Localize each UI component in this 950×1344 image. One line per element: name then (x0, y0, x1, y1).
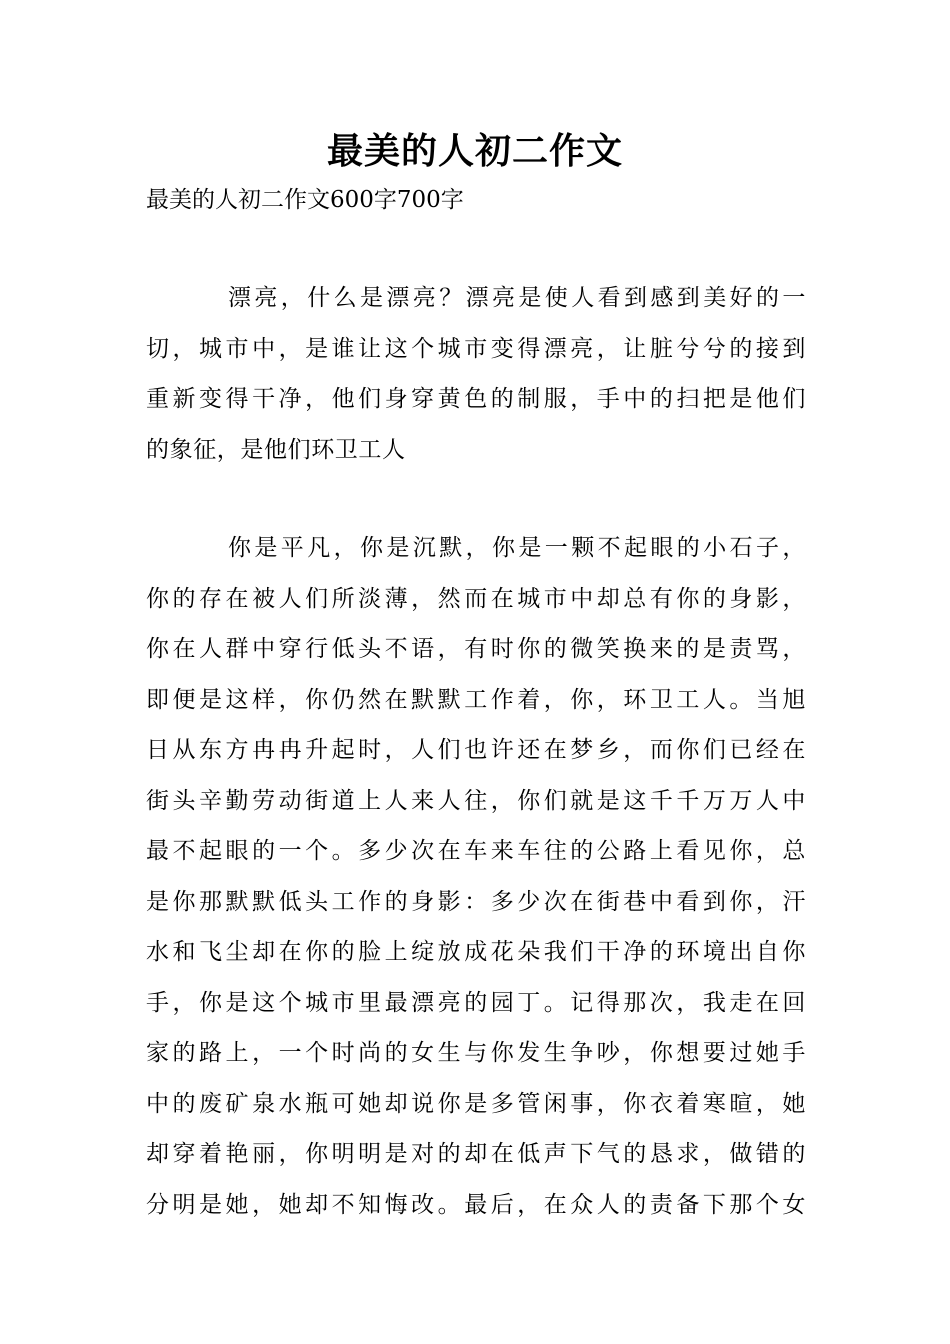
paragraph-line: 你的存在被人们所淡薄，然而在城市中却总有你的身影， (146, 585, 806, 612)
paragraph-line: 水和飞尘却在你的脸上绽放成花朵我们干净的环境出自你 (146, 939, 806, 965)
paragraph-1 (146, 273, 806, 475)
paragraph-line: 最不起眼的一个。多少次在车来车往的公路上看见你，总 (146, 838, 806, 864)
paragraph-2 (146, 523, 806, 1230)
paragraph-line: 即便是这样，你仍然在默默工作着，你，环卫工人。当旭 (146, 686, 806, 713)
paragraph-line: 你在人群中穿行低头不语，有时你的微笑换来的是责骂， (146, 636, 806, 662)
document-subtitle: 最美的人初二作文600字700字 (146, 187, 464, 213)
paragraph-line: 切，城市中，是谁让这个城市变得漂亮，让脏兮兮的接到 (146, 335, 806, 362)
paragraph-line: 分明是她，她却不知悔改。最后，在众人的责备下那个女 (146, 1191, 806, 1218)
paragraph-line: 却穿着艳丽，你明明是对的却在低声下气的恳求，做错的 (146, 1141, 806, 1167)
paragraph-line: 家的路上，一个时尚的女生与你发生争吵，你想要过她手 (146, 1040, 806, 1066)
paragraph-line: 手，你是这个城市里最漂亮的园丁。记得那次，我走在回 (146, 989, 806, 1016)
paragraph-line: 中的废矿泉水瓶可她却说你是多管闲事，你衣着寒暄，她 (146, 1090, 806, 1117)
paragraph-line: 漂亮，什么是漂亮？漂亮是使人看到感到美好的一 (228, 285, 806, 311)
paragraph-line: 重新变得干净，他们身穿黄色的制服，手中的扫把是他们 (146, 386, 806, 412)
paragraph-line: 你是平凡，你是沉默，你是一颗不起眼的小石子， (228, 535, 806, 561)
paragraph-line: 是你那默默低头工作的身影：多少次在街巷中看到你，汗 (146, 888, 806, 915)
paragraph-line: 的象征，是他们环卫工人 (146, 436, 406, 463)
paragraph-line: 日从东方冉冉升起时，人们也许还在梦乡，而你们已经在 (146, 737, 806, 763)
document-title: 最美的人初二作文 (326, 130, 623, 172)
paragraph-line: 街头辛勤劳动街道上人来人往，你们就是这千千万万人中 (146, 787, 806, 814)
